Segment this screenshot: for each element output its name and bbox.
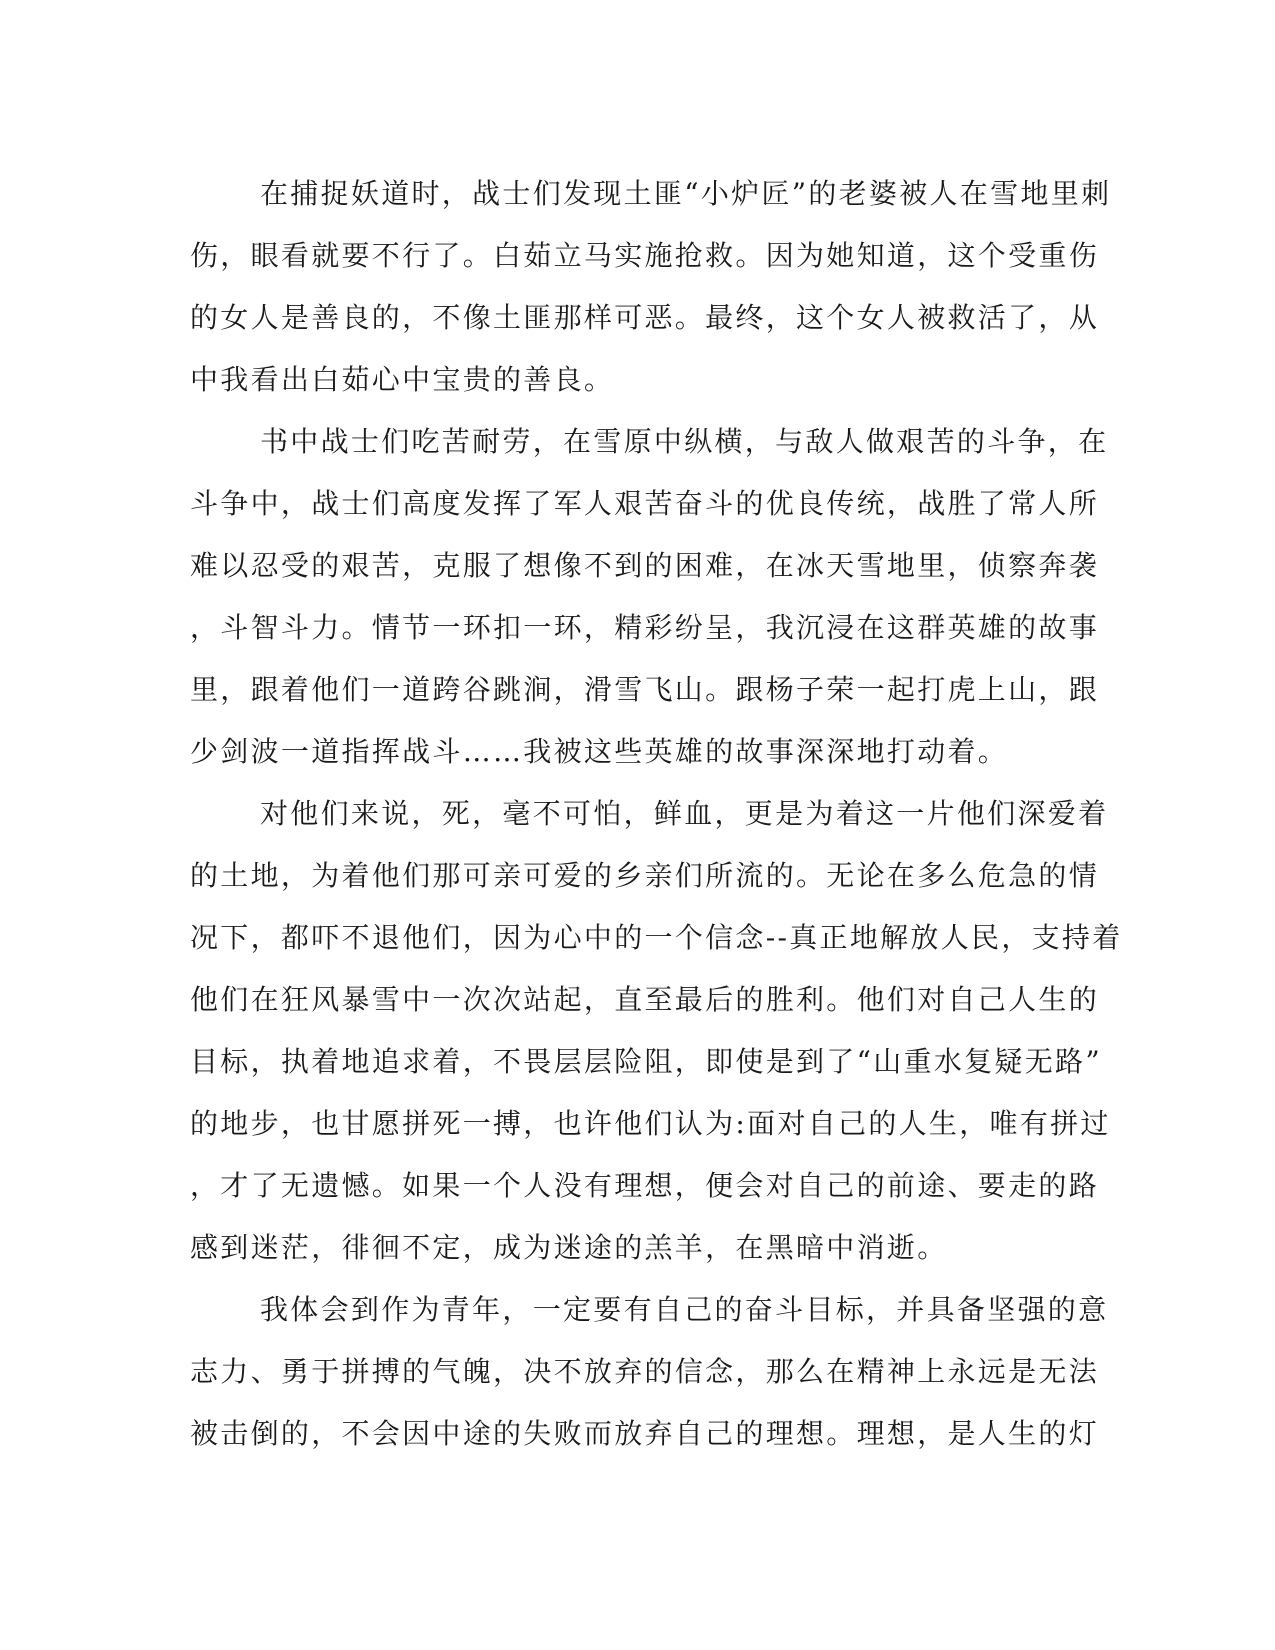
text-line: 目标，执着地追求着，不畏层层险阻，即使是到了“山重水复疑无路” <box>190 1045 1102 1078</box>
paragraph-hardship <box>190 411 1109 783</box>
text-line: 斗争中，战士们高度发挥了军人艰苦奋斗的优良传统，战胜了常人所 <box>190 487 1100 520</box>
text-line: 感到迷茫，徘徊不定，成为迷途的羔羊，在黑暗中消逝。 <box>190 1231 948 1264</box>
text-line: 的地步，也甘愿拼死一搏，也许他们认为:面对自己的人生，唯有拼过 <box>190 1107 1111 1140</box>
text-line: ，斗智斗力。情节一环扣一环，精彩纷呈，我沉浸在这群英雄的故事 <box>190 611 1100 644</box>
text-line: 的女人是善良的，不像土匪那样可恶。最终，这个女人被救活了，从 <box>190 301 1100 334</box>
paragraph-ideals <box>190 783 1123 1279</box>
text-line: 我体会到作为青年，一定要有自己的奋斗目标，并具备坚强的意 <box>260 1293 1109 1326</box>
text-line: 他们在狂风暴雪中一次次站起，直至最后的胜利。他们对自己人生的 <box>190 983 1100 1016</box>
text-line: 里，跟着他们一道跨谷跳涧，滑雪飞山。跟杨子荣一起打虎上山，跟 <box>190 673 1100 706</box>
text-line: 伤，眼看就要不行了。白茹立马实施抢救。因为她知道，这个受重伤 <box>190 239 1100 272</box>
text-line: 况下，都吓不退他们，因为心中的一个信念--真正地解放人民，支持着 <box>190 921 1123 954</box>
text-line: 在捕捉妖道时，战士们发现土匪“小炉匠”的老婆被人在雪地里刺 <box>260 177 1112 210</box>
text-line: ，才了无遗憾。如果一个人没有理想，便会对自己的前途、要走的路 <box>190 1169 1100 1202</box>
text-line: 书中战士们吃苦耐劳，在雪原中纵横，与敌人做艰苦的斗争，在 <box>260 425 1109 458</box>
text-line: 难以忍受的艰苦，克服了想像不到的困难，在冰天雪地里，侦察奔袭 <box>190 549 1100 582</box>
text-line: 被击倒的，不会因中途的失败而放弃自己的理想。理想，是人生的灯 <box>190 1417 1100 1450</box>
body-text <box>190 163 1123 1465</box>
text-line: 志力、勇于拼搏的气魄，决不放弃的信念，那么在精神上永远是无法 <box>190 1355 1100 1388</box>
text-line: 的土地，为着他们那可亲可爱的乡亲们所流的。无论在多么危急的情 <box>190 859 1100 892</box>
paragraph-rescue <box>190 163 1112 411</box>
text-line: 少剑波一道指挥战斗……我被这些英雄的故事深深地打动着。 <box>190 735 1009 768</box>
text-line: 中我看出白茹心中宝贵的善良。 <box>190 363 615 396</box>
text-line: 对他们来说，死，毫不可怕，鲜血，更是为着这一片他们深爱着 <box>260 797 1109 830</box>
paragraph-youth <box>190 1279 1109 1465</box>
